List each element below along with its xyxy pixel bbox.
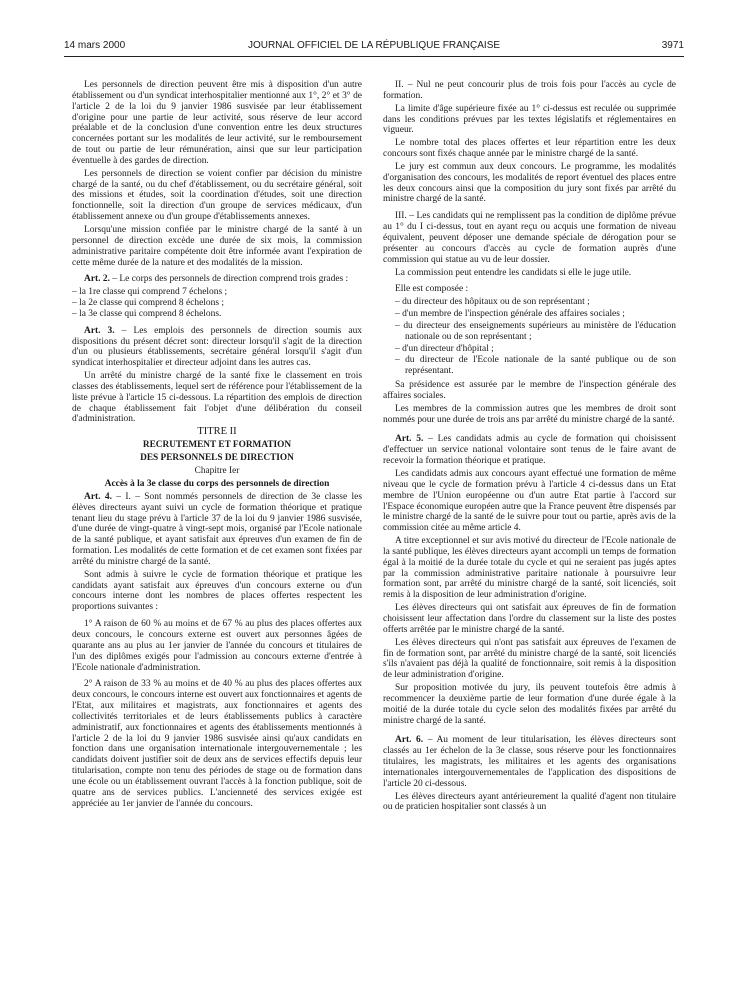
paragraph: La limite d'âge supérieure fixée au 1° ci-dessus est reculée ou supprimée dans les conditions prévues par les textes législatifs et réglementaires en vigueur. [383,103,676,136]
paragraph: Elle est composée : [395,284,469,295]
article-label: Art. 4. [84,491,112,502]
paragraph: 2° A raison de 33 % au moins et de 40 % au plus des places offertes aux deux concours, le concours interne est ouvert aux fonctionnaires et agents de l'Etat, aux militaires et magistrats, aux fonctionnaires et agents des collectivités territoriales et de leurs établissements publics à caractère administratif, aux fonctionnaires et agents des établissements mentionnés à l'article 2 de la loi du 9 janvier 1986 susvisée ainsi qu'aux candidats en fonction dans une organisation internationale intergouvernementale ; les candidats doivent justifier soit de deux ans de services effectifs depuis leur titularisation, compte non tenu des périodes de stage ou de formation dans une école ou un établissement ouvrant l'accès à la fonction publique, soit de quatre ans de services publics. L'ancienneté des services exigée est appréciée au 1er janvier de l'année du concours. [72,679,362,809]
paragraph: Le jury est commun aux deux concours. Le programme, les modalités d'organisation des concours, les modalités de report éventuel des places entre les deux concours ainsi que la composition du jury sont fixés par arrêté du ministre chargé de la santé. [383,161,676,205]
right-column [383,80,676,815]
list-item: – du directeur des hôpitaux ou de son représentant ; [395,297,590,308]
article-4 [72,492,362,568]
article-text: – Au moment de leur titularisation, les élèves directeurs sont classés au 1er échelon de la 3e classe, sous réserve pour les fonctionnaires titulaires, les magistrats, les militaires et les agents des organisations internationales intergouvernementales de l'application des dispositions de l'article 20 ci-dessous. [383,735,676,789]
paragraph: Sont admis à suivre le cycle de formation théorique et pratique les candidats ayant satisfait aux épreuves d'un concours externe ou d'un concours interne dont les nombres de places offertes respectent les proportions suivantes : [72,569,362,613]
list-item: – d'un membre de l'inspection générale des affaires sociales ; [395,309,625,320]
chapter-heading: Chapitre Ier [194,466,240,477]
paragraph: Le nombre total des places offertes et leur répartition entre les deux concours sont fixés chaque année par le ministre chargé de la santé. [383,138,676,160]
article-text: – Les candidats admis au cycle de formation qui choisissent d'effectuer un service national volontaire sont tenus de le faire avant de recevoir la formation théorique et pratique. [383,434,676,467]
paragraph: A titre exceptionnel et sur avis motivé du directeur de l'Ecole nationale de la santé publique, les élèves directeurs ayant accompli un temps de formation égal à la moitié de la durée totale du cycle et qui ne seraient pas jugés aptes par la commission administrative paritaire nationale à poursuivre leur formation sont, par arrêté du ministre chargé de la santé, soit licenciés, soit remis à la disposition de leur administration d'origine. [383,536,676,601]
commission-members-list [383,297,676,377]
list-item: – du directeur des enseignements supérieurs au ministère de l'éducation nationale ou de son représentant ; [395,320,676,342]
article-3 [72,326,362,369]
list-item: – d'un directeur d'hôpital ; [395,343,494,354]
paragraph: Les membres de la commission autres que les membres de droit sont nommés pour une durée de trois ans par arrêté du ministre chargé de la santé. [383,403,676,425]
article-text: – Le corps des personnels de direction comprend trois grades : [109,274,349,285]
journal-title: JOURNAL OFFICIEL DE LA RÉPUBLIQUE FRANÇAISE [247,40,501,51]
paragraph: Les élèves directeurs qui ont satisfait aux épreuves de fin de formation choisissent leur affectation dans l'ordre du classement sur la liste des postes offerts arrêtée par le ministre chargé de la santé. [383,603,676,635]
paragraph: III. – Les candidats qui ne remplissent pas la condition de diplôme prévue au 1° du I ci-dessus, tout en ayant reçu ou acquis une formation de niveau équivalent, peuvent déposer une demande spéciale de dérogation pour se présenter au concours d'accès au cycle de formation auprès d'une commission qui statue au vu de leur dossier. [383,211,676,265]
paragraph: Les élèves directeurs ayant antérieurement la qualité d'agent non titulaire ou de praticien hospitalier sont classés à un [383,791,676,813]
paragraph: 1° A raison de 60 % au moins et de 67 % au plus des places offertes aux deux concours, le concours externe est ouvert aux personnes âgées de quarante ans au plus au 1er janvier de l'année du concours et titulaires de l'un des diplômes exigés pour l'admission au concours externe d'entrée à l'Ecole nationale d'administration. [72,619,362,673]
left-column [72,80,362,811]
list-item: – la 1re classe qui comprend 7 échelons ; [72,287,228,298]
list-item: – la 2e classe qui comprend 8 échelons ; [72,298,224,309]
paragraph: Lorsqu'une mission confiée par le ministre chargé de la santé à un personnel de direction excède une durée de six mois, la commission administrative paritaire compétente doit être informée avant l'expiration de cette même durée de la nature et des modalités de la mission. [72,224,362,268]
article-label: Art. 5. [395,434,424,445]
paragraph: La commission peut entendre les candidats si elle le juge utile. [395,267,632,278]
titre-heading: TITRE II [197,426,237,438]
issue-date: 14 mars 2000 [64,40,126,51]
article-text: – Les emplois des personnels de direction soumis aux dispositions du présent décret sont: directeur lorsqu'il s'agit de la direction d'un ou plusieurs établissements, secrétaire général lorsqu'il s'agit d'un syndicat interhospitalier et directeur adjoint dans les autres cas. [72,325,363,369]
paragraph: Sa présidence est assurée par le membre de l'inspection générale des affaires sociales. [383,380,676,401]
paragraph: Les candidats admis aux concours ayant effectué une formation de même niveau que le cycle de formation prévu à l'article 4 ci-dessus dans un Etat membre de l'Union européenne ou d'un autre Etat partie à l'accord sur l'Espace économique européen autre que la France peuvent être dispensés par le ministre chargé de la santé de le suivre pour tout ou partie, après avis de la commission citée au même article 4. [383,469,676,534]
article-label: Art. 6. [395,735,424,746]
paragraph: Sur proposition motivée du jury, ils peuvent toutefois être admis à recommencer la deuxième partie de leur formation d'une durée égale à la moitié de la durée totale du cycle selon des modalités fixées par arrêté du ministre chargé de la santé. [383,683,676,726]
paragraph: Les personnels de direction peuvent être mis à disposition d'un autre établissement ou d'un syndicat interhospitalier mentionné aux 1°, 2° et 3° de l'article 2 de la loi du 9 janvier 1986 susvisée par leur établissement d'origine pour une partie de leur activité, sous réserve de leur accord préalable et de la conclusion d'une convention entre les deux structures concernées portant sur les modalités de leur activité, sur le remboursement de tout ou partie de leur rémunération, ainsi que sur leur participation éventuelle à des gardes de direction. [72,80,362,166]
article-text: – I. – Sont nommés personnels de direction de 3e classe les élèves directeurs ayant suivi un cycle de formation théorique et pratique tenant lieu du stage prévu à l'article 37 de la loi du 9 janvier 1986 susvisée, d'une durée de vingt-quatre à vingt-sept mois, organisé par l'Ecole nationale de la santé publique, et ayant satisfait aux épreuves d'un examen de fin de formation. Les modalités de cette formation et de cet examen sont fixées par arrêté du ministre chargé de la santé. [72,491,362,567]
paragraph: II. – Nul ne peut concourir plus de trois fois pour l'accès au cycle de formation. [383,80,676,101]
paragraph: Les personnels de direction se voient confier par décision du ministre chargé de la santé, ou du chef d'établissement, ou du secrétaire général, soit des missions et études, soit la coordination d'études, soit une direction fonctionnelle, soit la direction d'un groupe de services médicaux, d'un établissement annexe ou d'un groupe d'établissements annexes. [72,168,362,223]
article-label: Art. 3. [84,325,115,336]
header-rule [64,56,684,57]
section-heading-line: RECRUTEMENT ET FORMATION [142,440,292,451]
page-header [0,40,748,54]
subsection-heading: Accès à la 3e classe du corps des personnels de direction [104,479,330,489]
paragraph: Un arrêté du ministre chargé de la santé fixe le classement en trois classes des établissements, lequel sert de référence pour l'établissement de la liste prévue à l'article 15 ci-dessous. La répartition des emplois de direction de chaque établissement fait l'objet d'une délibération du conseil d'administration. [72,371,362,425]
article-label: Art. 2. [84,274,110,285]
list-item: – du directeur de l'Ecole nationale de la santé publique ou de son représentant. [395,355,676,377]
list-item: – la 3e classe qui comprend 8 échelons. [72,308,222,319]
grades-list [72,287,362,320]
article-2 [72,274,362,285]
article-5 [383,434,676,467]
article-6 [383,735,676,789]
paragraph: Les élèves directeurs qui n'ont pas satisfait aux épreuves de l'examen de fin de formation sont, par arrêté du ministre chargé de la santé, soit licenciés s'ils n'avaient pas déjà la qualité de fonctionnaire, soit remis à la disposition de leur administration d'origine. [383,637,676,681]
page-number: 3971 [661,40,684,51]
section-heading-line: DES PERSONNELS DE DIRECTION [140,453,294,464]
